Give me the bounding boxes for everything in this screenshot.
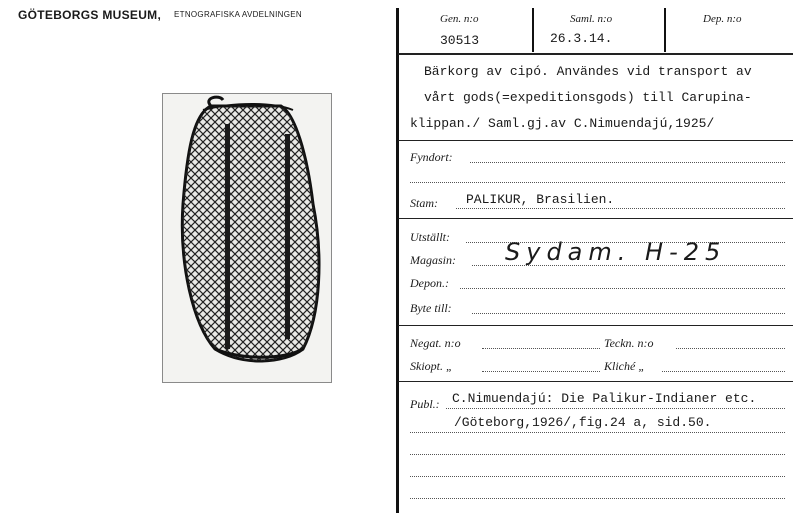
header-rule: [398, 53, 793, 55]
teckn-line: [676, 348, 785, 349]
dep-no-label: Dep. n:o: [703, 13, 742, 25]
description-line-3: klippan./ Saml.gj.av C.Nimuendajú,1925/: [410, 116, 715, 131]
byte-rule: [398, 325, 793, 326]
fyndort-line: [470, 162, 785, 163]
description-line-2: vårt gods(=expeditionsgods) till Carupina-: [424, 90, 752, 105]
stam-value: PALIKUR, Brasilien.: [466, 192, 615, 207]
fyndort-label: Fyndort:: [410, 150, 453, 164]
magasin-value: Sydam. H-25: [505, 238, 727, 266]
negat-label: Negat. n:o: [410, 336, 461, 350]
department-name: ETNOGRAFISKA AVDELNINGEN: [174, 10, 302, 19]
publ-rule-3: [410, 454, 785, 455]
publ-line-1: C.Nimuendajú: Die Palikur-Indianer etc.: [452, 391, 757, 406]
skiopt-line: [482, 371, 600, 372]
stam-line: [456, 208, 785, 209]
stam-rule: [398, 218, 793, 219]
column-divider-2: [664, 8, 666, 52]
publ-rule-2: [410, 432, 785, 433]
negat-line: [482, 348, 600, 349]
publ-rule-4: [410, 476, 785, 477]
publ-rule-1: [446, 408, 785, 409]
depon-line: [460, 288, 785, 289]
saml-no-value: 26.3.14.: [550, 31, 613, 46]
basket-photo: [162, 93, 332, 383]
gen-no-label: Gen. n:o: [440, 13, 479, 25]
utstallt-label: Utställt:: [410, 230, 451, 244]
description-line-1: Bärkorg av cipó. Användes vid transport av: [424, 64, 752, 79]
skiopt-label: Skiopt. „: [410, 359, 453, 373]
depon-label: Depon.:: [410, 276, 449, 290]
museum-name: GÖTEBORGS MUSEUM,: [18, 8, 162, 22]
stam-label: Stam:: [410, 196, 438, 210]
byte-label: Byte till:: [410, 301, 452, 315]
byte-line: [472, 313, 785, 314]
magasin-line: [472, 265, 785, 266]
gen-no-value: 30513: [440, 33, 480, 48]
basket-illustration: [163, 94, 331, 382]
saml-no-label: Saml. n:o: [570, 13, 613, 25]
publ-line-2: /Göteborg,1926/,fig.24 a, sid.50.: [454, 415, 712, 430]
kliche-line: [662, 371, 785, 372]
publ-label: Publ.:: [410, 397, 440, 411]
teckn-label: Teckn. n:o: [604, 336, 654, 350]
kliche-label: Kliché „: [604, 359, 645, 373]
description-rule: [398, 140, 793, 141]
kliche-rule: [398, 381, 793, 382]
column-divider-1: [532, 8, 534, 52]
card-left-border: [396, 8, 399, 513]
publ-rule-5: [410, 498, 785, 499]
fyndort-line-2: [410, 182, 785, 183]
magasin-label: Magasin:: [410, 253, 456, 267]
